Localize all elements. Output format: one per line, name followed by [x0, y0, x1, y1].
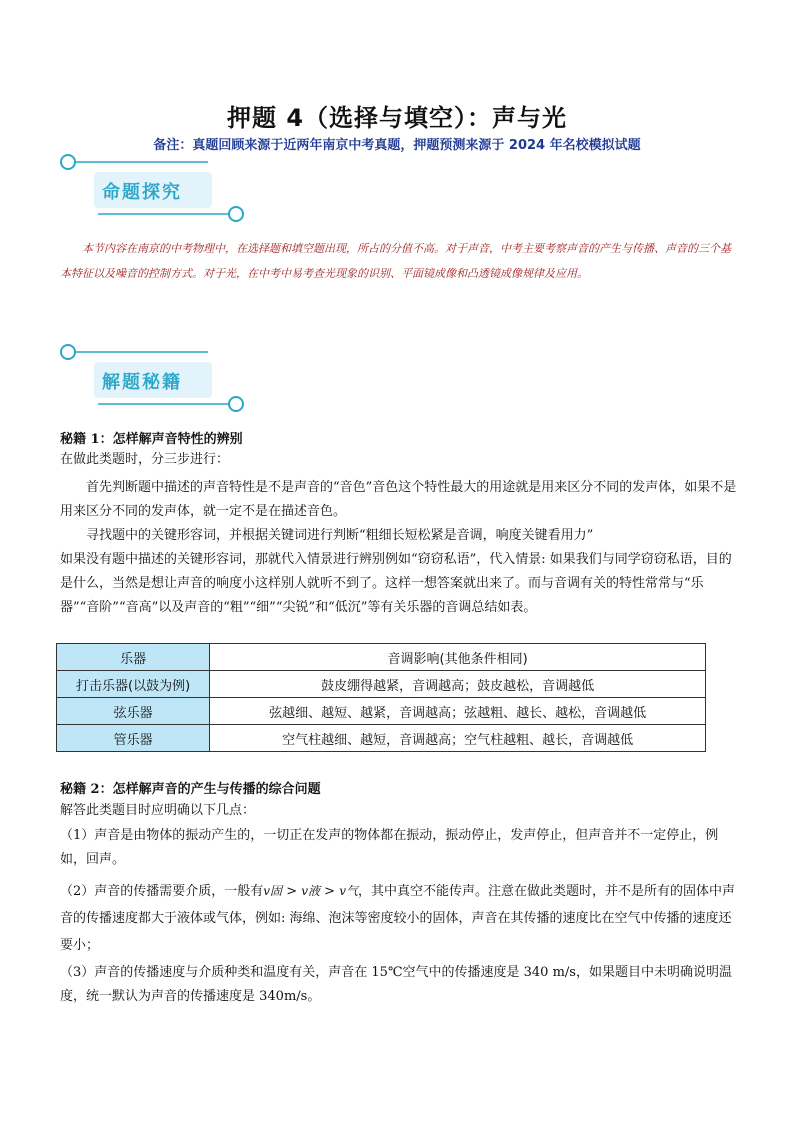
- section-2-point-1: （1）声音是由物体的振动产生的，一切正在发声的物体都在振动，振动停止，发声停止，但声音并不一定停止，例如，回声。: [60, 828, 719, 867]
- section-2-heading: 秘籍 2：怎样解声音的产生与传播的综合问题: [60, 782, 321, 797]
- instrument-pitch-table: [56, 643, 706, 752]
- section-1: [60, 430, 740, 620]
- section-1-line: 寻找题中的关键形容词，并根据关键词进行判断“粗细长短松紧是音调，响度关键看用力”: [86, 528, 594, 543]
- table-header-cell: 音调影响(其他条件相同): [210, 644, 706, 671]
- section-1-line: 在做此类题时，分三步进行：: [60, 452, 230, 467]
- velocity-gas: v气: [339, 884, 358, 898]
- point-2-prefix: （2）声音的传播需要介质，一般有: [60, 884, 264, 899]
- page-title: 押题 4（选择与填空）：声与光: [226, 104, 568, 132]
- banner-1-label: 命题探究: [102, 182, 182, 203]
- section-2: [60, 780, 740, 1009]
- banner-2-label: 解题秘籍: [102, 372, 182, 393]
- greater-than: >: [324, 884, 336, 899]
- table-cell: 弦越细、越短、越紧，音调越高；弦越粗、越长、越松，音调越低: [210, 698, 706, 725]
- velocity-solid: v固: [263, 884, 283, 898]
- table-row: [57, 725, 706, 752]
- section-2-point-3: （3）声音的传播速度与介质种类和温度有关，声音在 15℃空气中的传播速度是 340 m/s，如果题目中未明确说明温度，统一默认为声音的传播速度是 340m/s。: [60, 965, 732, 1004]
- table-cell: 空气柱越细、越短，音调越高；空气柱越粗、越长，音调越低: [210, 725, 706, 752]
- table-cell: 弦乐器: [57, 698, 210, 725]
- table-row: [57, 671, 706, 698]
- velocity-liquid: v液: [301, 884, 321, 898]
- table-header-row: [57, 644, 706, 671]
- source-note: 备注：真题回顾来源于近两年南京中考真题，押题预测来源于 2024 年名校模拟试题: [153, 138, 641, 153]
- section-2-point-2: [60, 878, 740, 959]
- section-2-lead: 解答此类题目时应明确以下几点：: [60, 803, 256, 818]
- table-cell: 打击乐器(以鼓为例): [57, 671, 210, 698]
- section-1-line: 首先判断题中描述的声音特性是不是声音的“音色”音色这个特性最大的用途就是用来区分不同的发声体，如果不是用来区分不同的发声体，就一定不是在描述音色。: [60, 480, 737, 519]
- table-header-cell: 乐器: [57, 644, 210, 671]
- section-banner-1: [58, 150, 248, 228]
- greater-than: >: [286, 884, 298, 899]
- section-1-heading: 秘籍 1：怎样解声音特性的辨别: [60, 432, 243, 447]
- point-2-rest: ，其中真空不能传声。注意在做此类题时，并不是所有的固体中声音的传播速度都大于液体或气体，例如: 海绵、泡沫等密度较小的固体，声音在其传播的速度比在空气中传播的速度还要小；: [60, 884, 736, 953]
- table-cell: 管乐器: [57, 725, 210, 752]
- intro-paragraph: 本节内容在南京的中考物理中，在选择题和填空题出现，所占的分值不高。对于声音，中考主要考察声音的产生与传播、声音的三个基本特征以及噪音的控制方式。对于光，在中考中易考查光现象的识别、平面镜成像和凸透镜成像规律及应用。: [60, 242, 731, 280]
- table-row: [57, 698, 706, 725]
- section-1-line: 如果没有题中描述的关键形容词，那就代入情景进行辨别例如“窃窃私语”，代入情景: 如果我们与同学窃窃私语，目的是什么，当然是想让声音的响度小这样别人就听不到了。这样一想答案就出来了。而与音调有关的特性常常与“乐器”“音阶”“音高”以及声音的“粗”“细”“尖锐”和“低沉”等有关乐器的音调总结如表。: [60, 552, 732, 615]
- section-banner-2: [58, 340, 248, 418]
- table-cell: 鼓皮绷得越紧，音调越高；鼓皮越松，音调越低: [210, 671, 706, 698]
